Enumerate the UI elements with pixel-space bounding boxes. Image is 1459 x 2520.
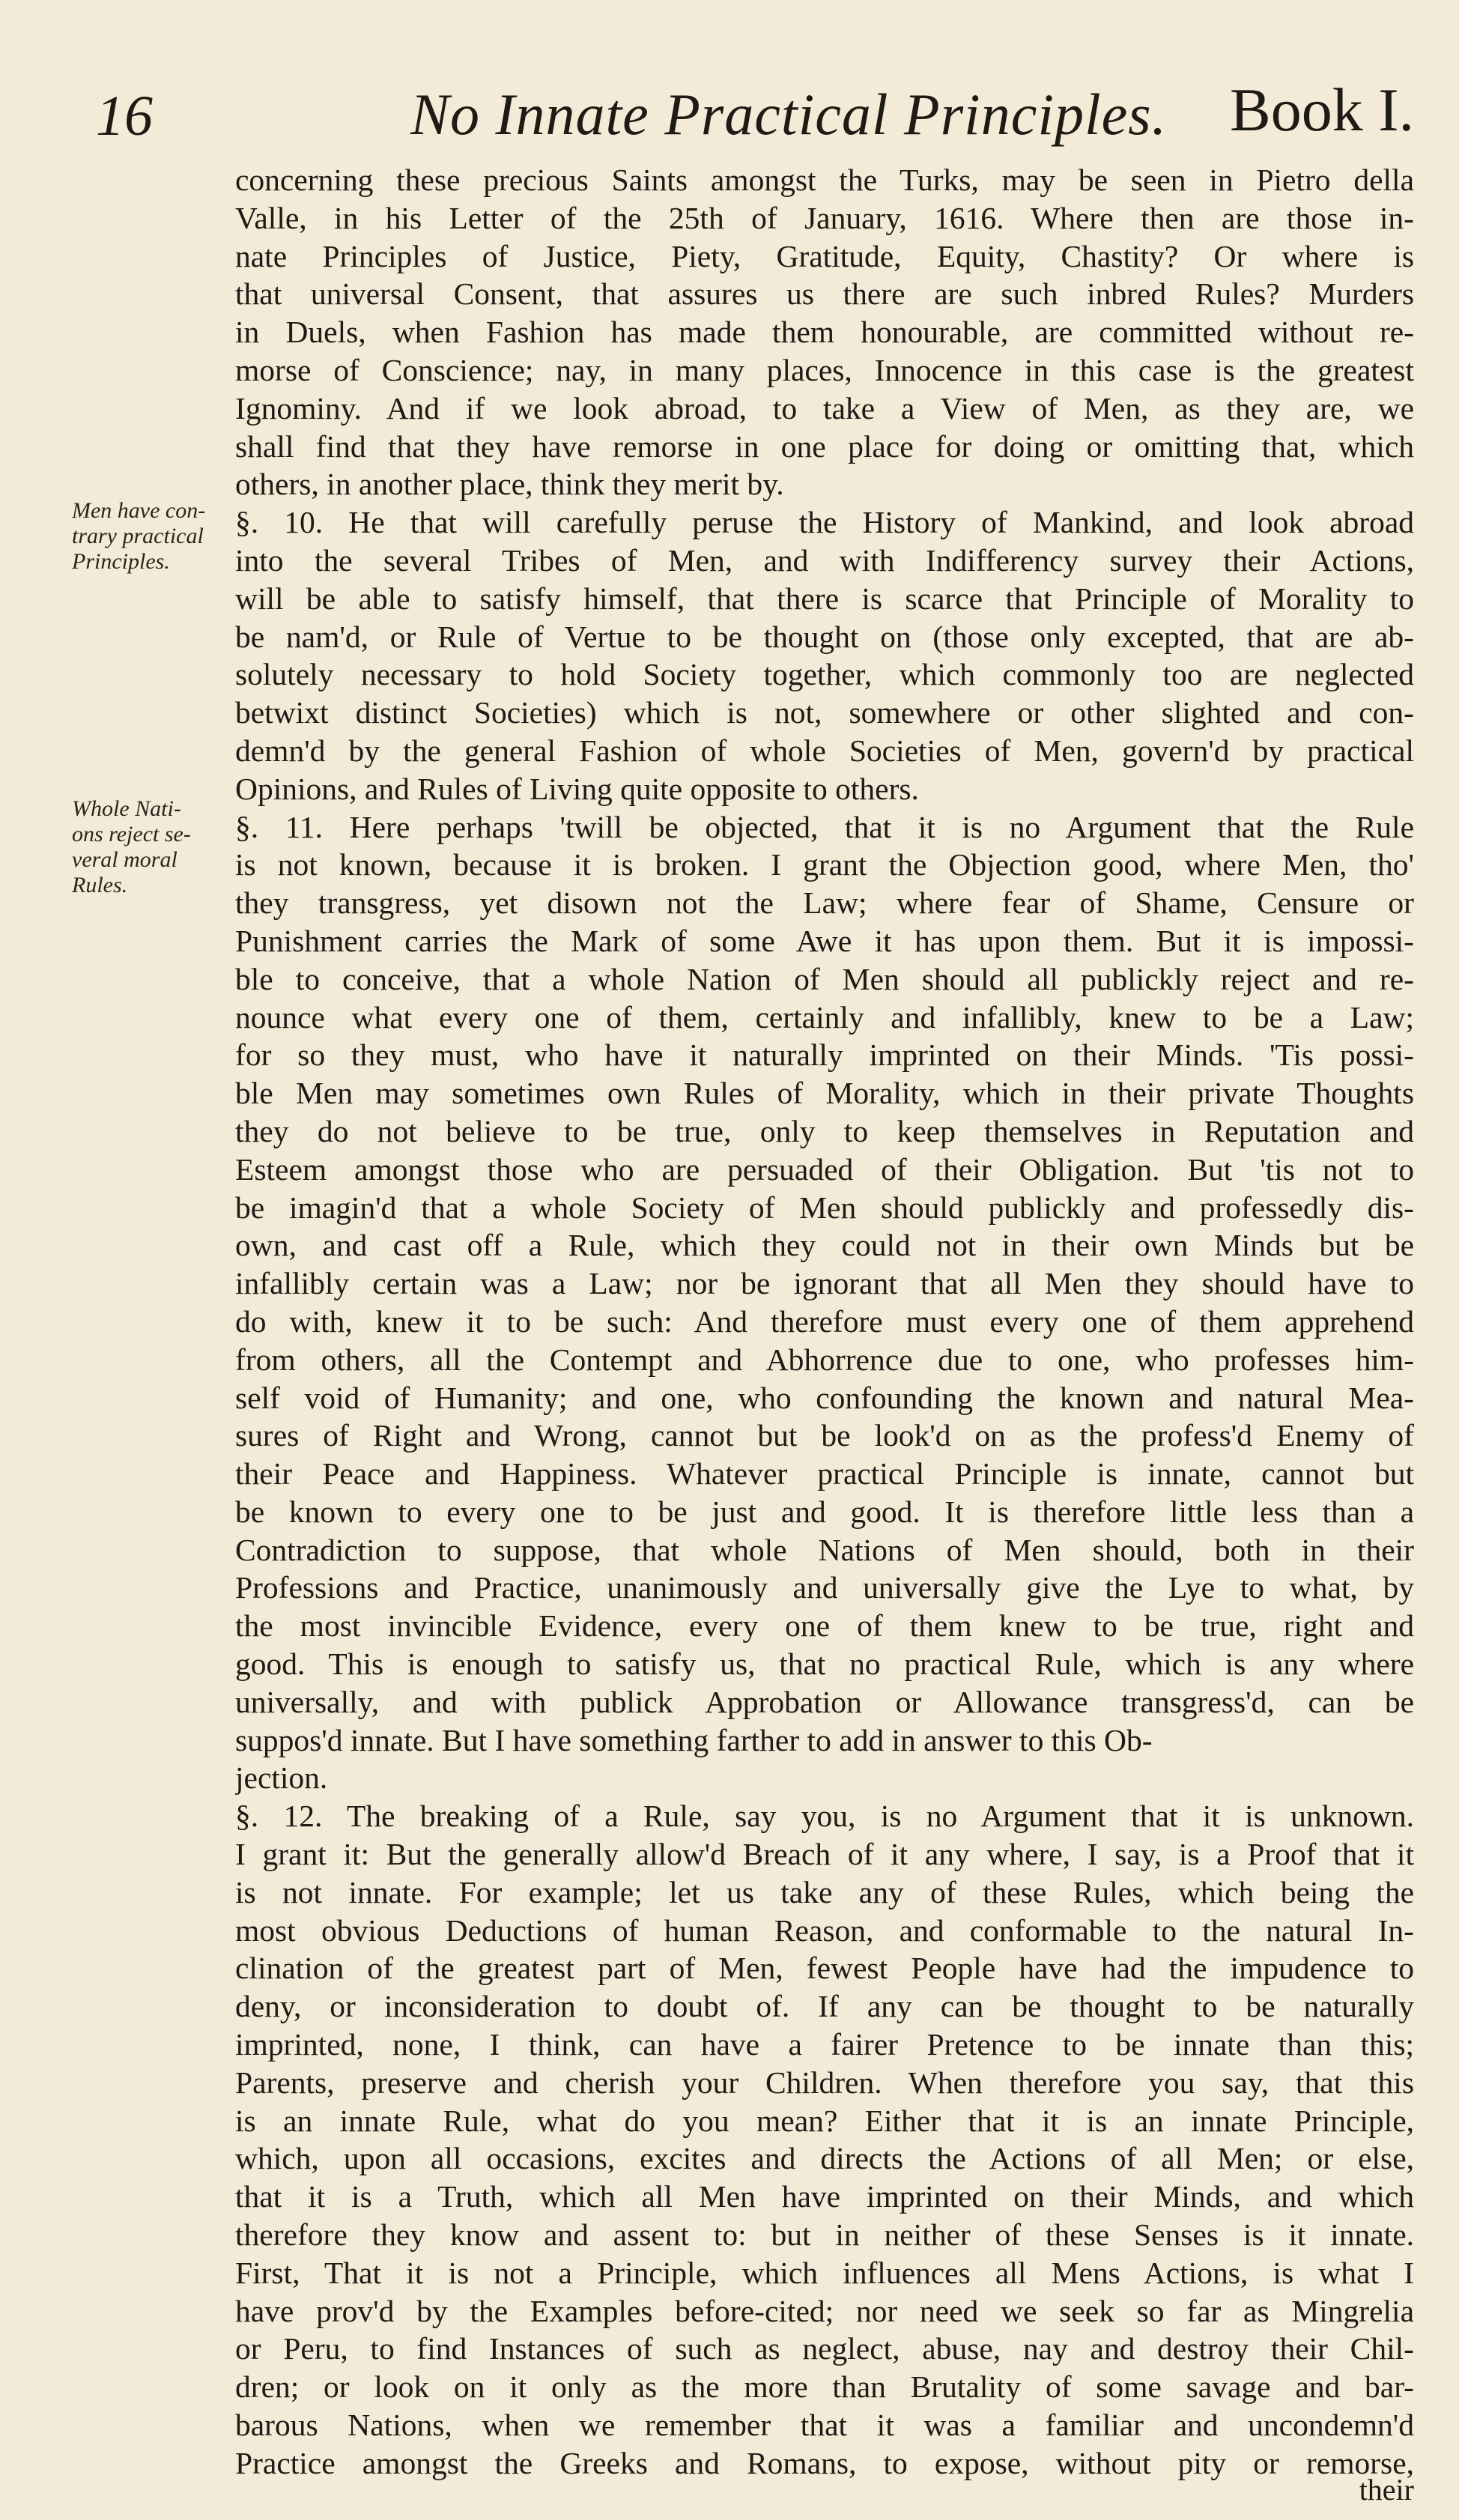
text-line: the most invincible Evidence, every one of them knew to be true, right and: [235, 1608, 1414, 1644]
text-line: deny, or inconsideration to doubt of. If any can be thought to be naturally: [235, 1989, 1414, 2024]
text-line: Ignominy. And if we look abroad, to take a View of Men, as they are, we: [235, 390, 1414, 425]
page-header: [96, 69, 1414, 159]
margin-note-line: veral moral: [72, 847, 178, 872]
text-line: Practice amongst the Greeks and Romans, to expose, without pity or remorse,: [235, 2445, 1414, 2480]
text-line: §. 11. Here perhaps 'twill be objected, that it is no Argument that the Rule: [235, 809, 1414, 844]
text-line: ble to conceive, that a whole Nation of Men should all publickly reject and re-: [235, 961, 1414, 996]
body-text: [235, 161, 1414, 2483]
text-line: they transgress, yet disown not the Law; where fear of Shame, Censure or: [235, 885, 1414, 921]
text-line: in Duels, when Fashion has made them honourable, are committed without re-: [235, 315, 1414, 350]
margin-note-line: Principles.: [72, 549, 170, 574]
book-label: Book I.: [1230, 76, 1414, 144]
margin-note-line: Men have con-: [72, 498, 206, 523]
text-line: for so they must, who have it naturally imprinted on their Minds. 'Tis possi-: [235, 1038, 1414, 1073]
text-line: suppos'd innate. But I have something farther to add in answer to this Ob-: [235, 1722, 1153, 1757]
text-line: Parents, preserve and cherish your Children. When therefore you say, that this: [235, 2065, 1414, 2100]
text-line: therefore they know and assent to: but in neither of these Senses is it innate.: [235, 2217, 1414, 2253]
text-line: be known to every one to be just and good. It is therefore little less than a: [235, 1494, 1414, 1529]
text-line: shall find that they have remorse in one place for doing or omitting that, which: [235, 428, 1414, 464]
text-line: their Peace and Happiness. Whatever practical Principle is innate, cannot but: [235, 1456, 1414, 1491]
text-line: that it is a Truth, which all Men have imprinted on their Minds, and which: [235, 2179, 1414, 2214]
text-line: which, upon all occasions, excites and directs the Actions of all Men; or else,: [235, 2141, 1414, 2176]
text-line: self void of Humanity; and one, who confounding the known and natural Mea-: [235, 1380, 1414, 1415]
text-line: that universal Consent, that assures us there are such inbred Rules? Murders: [235, 276, 1414, 312]
text-line: morse of Conscience; nay, in many places, Innocence in this case is the greatest: [235, 352, 1414, 387]
text-line: ble Men may sometimes own Rules of Morality, which in their private Thoughts: [235, 1076, 1414, 1111]
catchword: their: [1359, 2473, 1414, 2507]
text-line: betwixt distinct Societies) which is not, somewhere or other slighted and con-: [235, 695, 1414, 730]
text-line: jection.: [235, 1760, 328, 1796]
text-line: Esteem amongst those who are persuaded of their Obligation. But 'tis not to: [235, 1151, 1414, 1187]
text-line: others, in another place, think they merit by.: [235, 467, 784, 502]
text-line: nate Principles of Justice, Piety, Gratitude, Equity, Chastity? Or where is: [235, 238, 1414, 273]
text-line: demn'd by the general Fashion of whole Societies of Men, govern'd by practical: [235, 733, 1414, 768]
text-line: concerning these precious Saints amongst the Turks, may be seen in Pietro della: [235, 163, 1414, 197]
margin-note-line: Whole Nati-: [72, 796, 181, 821]
text-line: into the several Tribes of Men, and with Indifferency survey their Actions,: [235, 542, 1414, 578]
text-line: from others, all the Contempt and Abhorrence due to one, who professes him-: [235, 1342, 1414, 1377]
text-line: barous Nations, when we remember that it was a familiar and uncondemn'd: [235, 2408, 1414, 2443]
text-line: or Peru, to find Instances of such as neglect, abuse, nay and destroy their Chil-: [235, 2331, 1414, 2366]
text-line: solutely necessary to hold Society together, which commonly too are neglected: [235, 657, 1414, 692]
text-line: sures of Right and Wrong, cannot but be look'd on as the profess'd Enemy of: [235, 1418, 1414, 1453]
text-line: is not known, because it is broken. I grant the Objection good, where Men, tho': [235, 847, 1414, 882]
margin-note-line: trary practical: [72, 524, 204, 548]
text-line: will be able to satisfy himself, that there is scarce that Principle of Morality to: [235, 581, 1414, 616]
text-line: §. 10. He that will carefully peruse the History of Mankind, and look abroad: [235, 505, 1414, 540]
margin-note-line: ons reject se-: [72, 822, 191, 846]
text-line: be nam'd, or Rule of Vertue to be thought on (those only excepted, that are ab-: [235, 619, 1414, 654]
text-line: dren; or look on it only as the more than Brutality of some savage and bar-: [235, 2369, 1414, 2405]
text-line: Valle, in his Letter of the 25th of January, 1616. Where then are those in-: [235, 200, 1414, 235]
text-line: §. 12. The breaking of a Rule, say you, is no Argument that it is unknown.: [235, 1799, 1414, 1834]
text-line: own, and cast off a Rule, which they could not in their own Minds but be: [235, 1228, 1414, 1263]
margin-note-contrary-principles: [72, 498, 222, 575]
text-line: they do not believe to be true, only to keep themselves in Reputation and: [235, 1113, 1414, 1148]
running-title: No Innate Practical Principles.: [410, 82, 1168, 147]
text-line: have prov'd by the Examples before-cited; nor need we seek so far as Mingrelia: [235, 2293, 1414, 2328]
text-line: I grant it: But the generally allow'd Breach of it any where, I say, is a Proof that it: [235, 1837, 1414, 1872]
text-line: Opinions, and Rules of Living quite opposite to others.: [235, 771, 919, 806]
text-line: Professions and Practice, unanimously and universally give the Lye to what, by: [235, 1570, 1414, 1605]
text-line: is an innate Rule, what do you mean? Either that it is an innate Principle,: [235, 2103, 1414, 2138]
margin-note-whole-nations: [72, 796, 222, 898]
text-line: universally, and with publick Approbation or Allowance transgress'd, can be: [235, 1684, 1414, 1719]
page-number: 16: [96, 85, 153, 148]
margin-note-line: Rules.: [72, 873, 128, 897]
text-line: nounce what every one of them, certainly and infallibly, knew to be a Law;: [235, 999, 1414, 1035]
text-line: Punishment carries the Mark of some Awe it has upon them. But it is impossi-: [235, 923, 1414, 958]
text-line: be imagin'd that a whole Society of Men should publickly and professedly dis-: [235, 1190, 1414, 1225]
text-line: Contradiction to suppose, that whole Nations of Men should, both in their: [235, 1532, 1414, 1567]
text-line: First, That it is not a Principle, which influences all Mens Actions, is what I: [235, 2255, 1414, 2290]
text-line: imprinted, none, I think, can have a fairer Pretence to be innate than this;: [235, 2027, 1414, 2062]
text-line: most obvious Deductions of human Reason, and conformable to the natural In-: [235, 1912, 1414, 1948]
text-line: clination of the greatest part of Men, fewest People have had the impudence to: [235, 1951, 1414, 1986]
text-line: is not innate. For example; let us take any of these Rules, which being the: [235, 1874, 1414, 1909]
text-line: infallibly certain was a Law; nor be ignorant that all Men they should have to: [235, 1266, 1414, 1301]
text-line: good. This is enough to satisfy us, that no practical Rule, which is any where: [235, 1647, 1414, 1682]
text-line: do with, knew it to be such: And therefore must every one of them apprehend: [235, 1303, 1414, 1339]
